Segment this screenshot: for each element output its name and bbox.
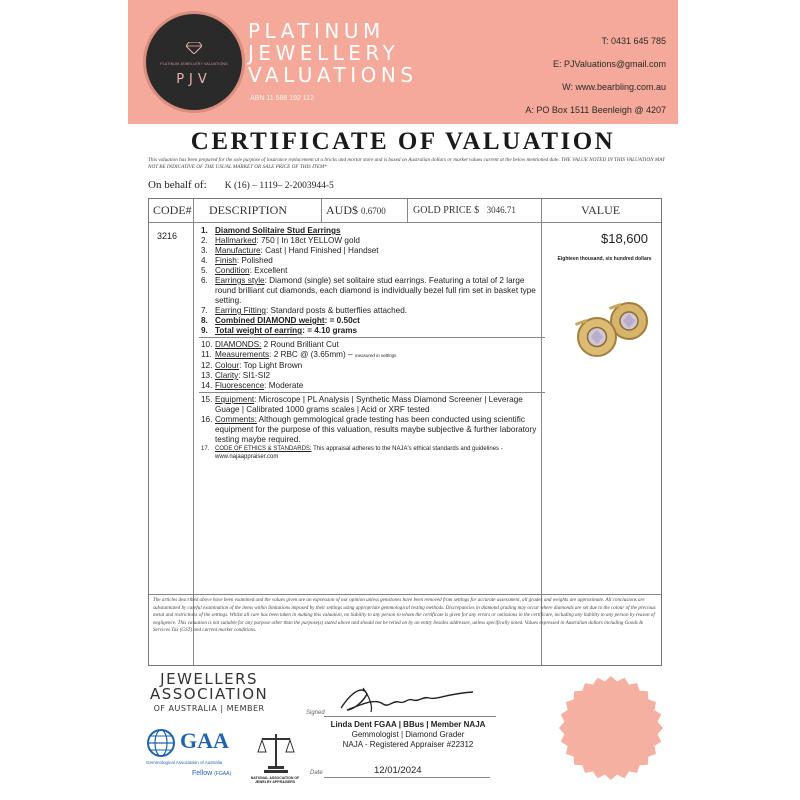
item-detail: Although gemmological grade testing has been conducted using scientific equipment for the purpose of this valuation, results maybe subjective & further laboratory testing maybe required. — [215, 415, 537, 444]
signed-label: Signed — [306, 710, 325, 716]
valuation-table — [148, 198, 662, 666]
gold-header — [413, 205, 516, 216]
item-detail: : Diamond (single) set solitaire stud earrings. Featuring a total of 2 large round brilliant cut diamonds, each diamond is individually bezel full rim set in basket type setting. — [215, 276, 536, 305]
intro-text: This valuation has been prepared for the sole purpose of insurance replacement at a bricks and mortar store and is based on Australian dollars or market values current at the below mentioned date. THE VALUE NOTED IN THIS VALUATION MAY NOT BE INDICATIVE OF THE USUAL MARKET OR SALE PRICE OF THIS ITEM* — [148, 157, 665, 170]
item-label: Earring Fitting — [215, 306, 266, 315]
item-detail: : Cast | Hand Finished | Handset — [260, 246, 379, 255]
item-text — [215, 350, 541, 361]
brand-line: JEWELLERY — [248, 41, 400, 65]
column-divider — [407, 199, 408, 223]
on-behalf-of — [148, 179, 334, 191]
item-number: 16. — [201, 415, 213, 424]
gaa-subtext: Gemmological Association of Australia — [146, 760, 223, 765]
item-text — [215, 415, 541, 445]
description-item — [201, 415, 541, 445]
item-text — [215, 266, 541, 276]
description-item — [201, 236, 541, 246]
item-detail: 2 Round Brilliant Cut — [261, 340, 339, 349]
item-text — [215, 306, 541, 316]
item-text — [215, 371, 541, 381]
item-label: Clarity — [215, 371, 239, 380]
gemmologist-title: Gemmologist | Diamond Grader — [351, 730, 465, 739]
item-number: 3. — [201, 246, 208, 255]
item-text — [215, 226, 541, 236]
description-item — [201, 256, 541, 266]
gold-value: 3046.71 — [486, 205, 516, 215]
item-detail: : = 4.10 grams — [302, 326, 358, 335]
email: E: PJValuations@gmail.com — [552, 59, 666, 69]
pjv-logo — [146, 14, 242, 110]
item-text — [215, 445, 541, 461]
brand-name — [248, 20, 418, 86]
item-label: Total weight of earring — [215, 326, 303, 335]
behalf-value: K (16) – 1119– 2-2003944-5 — [224, 181, 334, 191]
gaa-logo — [146, 728, 229, 765]
scales-icon — [256, 730, 296, 774]
header-banner — [128, 0, 678, 124]
gemmologist-registration: NAJA - Registered Appraiser #22312 — [342, 740, 474, 749]
item-text — [215, 381, 541, 391]
header-divider — [149, 222, 661, 223]
behalf-label: On behalf of: — [148, 179, 207, 191]
item-text — [215, 340, 541, 350]
item-detail: : 750 | In 18ct YELLOW gold — [256, 236, 360, 245]
jaa-line1: JEWELLERS — [160, 670, 259, 688]
item-number: 2. — [201, 236, 208, 245]
item-number: 14. — [201, 381, 213, 390]
item-detail: : 2 RBC @ (3.65mm) – — [269, 350, 353, 359]
globe-icon — [146, 728, 176, 758]
item-separator — [199, 392, 545, 393]
item-label: Comments: — [215, 415, 257, 424]
logo-small-text: PLATINUM JEWELLERY VALUATIONS — [160, 62, 228, 66]
description-item — [201, 350, 541, 361]
item-text — [215, 395, 541, 415]
item-number: 10. — [201, 340, 213, 349]
item-value: $18,600 — [601, 231, 648, 246]
item-label: Combined DIAMOND weight — [215, 316, 325, 325]
date-label: Date — [310, 770, 323, 776]
item-detail: : Moderate — [264, 381, 304, 390]
gaa-text: GAA — [180, 728, 229, 753]
item-detail: : = 0.50ct — [324, 316, 360, 325]
diamond-icon — [186, 42, 202, 54]
gold-label: GOLD PRICE $ — [413, 205, 480, 216]
description-item — [201, 445, 541, 461]
item-label: Hallmarked — [215, 236, 257, 245]
gemmologist-name: Linda Dent FGAA | BBus | Member NAJA — [330, 720, 486, 729]
description-item — [201, 246, 541, 256]
item-label: Earrings style — [215, 276, 265, 285]
fellow-text: Fellow — [192, 770, 213, 777]
signature-line — [324, 716, 496, 717]
item-detail: : Microscope | PL Analysis | Synthetic Mass Diamond Screener | Leverage Guage | Calibrated 1000 grams scales | Acid or XRF tested — [215, 395, 523, 414]
disclaimer-text: The articles described above have been examined and the values given are an expression of our opinion unless gemstones have been removed from settings for accurate assessment, all grades and weights are approximate. All conclusions are substantiated by careful examination of the items within limitations imposed by their settings using appropriate gemmological testing methods. Discrepancies in diamond grading may occur where diamonds are set due to the colour of the precious metal and restrictions of the settings. Whilst all care has been taken in making this valuation, no liability to any person to whom the certificate is given for any errors or omissions in the certificate, including any liability to any person by reason of negligence. This valuation is not suitable for any purpose other than the purpose(s) stated above and should not be relied on by an entity besides addressee, unless specifically noted. Values expressed in Australian dollars including Goods & Services Tax (GST) and current market conditions. — [153, 597, 656, 633]
jaa-line3: OF AUSTRALIA | MEMBER — [153, 704, 265, 713]
item-number: 7. — [201, 306, 208, 315]
website: W: www.bearbling.com.au — [562, 82, 666, 92]
item-detail: : Polished — [236, 256, 273, 265]
item-text — [215, 256, 541, 266]
item-label: Colour — [215, 361, 240, 370]
description-header: DESCRIPTION — [209, 203, 288, 217]
item-label: Fluorescence — [215, 381, 265, 390]
signature — [333, 680, 483, 716]
phone: T: 0431 645 785 — [601, 36, 666, 46]
brand-line: PLATINUM — [248, 19, 385, 43]
item-number: 4. — [201, 256, 208, 265]
fellow-label — [192, 770, 231, 777]
earrings-photo — [569, 299, 655, 359]
item-note: measured in settings — [354, 353, 397, 358]
value-header: VALUE — [581, 203, 621, 217]
item-number: 15. — [201, 395, 213, 404]
item-label: Condition — [215, 266, 250, 275]
item-label: Diamond Solitaire Stud Earrings — [215, 226, 341, 235]
item-description-list — [201, 226, 541, 461]
logo-text: PJV — [176, 72, 212, 87]
date-value: 12/01/2024 — [374, 765, 422, 776]
item-detail: This appraisal adheres to the NAJA's ethical standards and guidelines - www.najaappraiser.com — [215, 446, 503, 460]
jaa-logo — [150, 672, 268, 713]
certificate-page — [128, 0, 678, 800]
description-item — [201, 316, 541, 326]
column-divider — [193, 199, 194, 665]
column-divider — [321, 199, 322, 223]
item-text — [215, 326, 541, 336]
gemmologist-details — [328, 720, 488, 750]
item-number: 5. — [201, 266, 208, 275]
table-bottom-divider — [149, 594, 661, 595]
description-item — [201, 266, 541, 276]
item-number: 17. — [201, 446, 210, 452]
item-number: 11. — [201, 350, 212, 359]
item-label: DIAMONDS: — [215, 340, 262, 349]
description-item — [201, 226, 541, 236]
item-number: 1. — [201, 226, 208, 235]
value-in-words: Eighteen thousand, six hundred dollars — [557, 256, 652, 262]
aud-header — [326, 203, 386, 218]
description-item — [201, 361, 541, 371]
item-label: Finish — [215, 256, 237, 265]
naja-text: NATIONAL ASSOCIATION OF JEWELRY APPRAISERS — [250, 776, 300, 784]
item-detail: : Top Light Brown — [239, 361, 303, 370]
abn-number: ABN 11 588 192 112 — [250, 95, 314, 102]
address: A: PO Box 1511 Beenleigh @ 4207 — [525, 105, 666, 115]
seal-stamp-icon — [559, 676, 663, 780]
item-text — [215, 246, 541, 256]
description-item — [201, 326, 541, 336]
description-item — [201, 340, 541, 350]
fellow-sub: (FGAA) — [214, 771, 232, 777]
item-text — [215, 316, 541, 326]
item-number: 13. — [201, 371, 213, 380]
item-label: Equipment — [215, 395, 255, 404]
aud-value: 0.6700 — [361, 206, 386, 216]
item-detail: : Standard posts & butterflies attached. — [265, 306, 408, 315]
description-item — [201, 395, 541, 415]
item-label: Measurements — [215, 350, 270, 359]
item-detail: : SI1-SI2 — [238, 371, 271, 380]
page-title: CERTIFICATE OF VALUATION — [190, 128, 616, 155]
item-number: 8. — [201, 316, 208, 325]
item-separator — [199, 337, 545, 338]
description-item — [201, 371, 541, 381]
code-header: CODE# — [153, 203, 192, 217]
item-code: 3216 — [157, 231, 178, 241]
item-detail: : Excellent — [249, 266, 288, 275]
item-text — [215, 276, 541, 306]
jaa-line2: ASSOCIATION — [150, 685, 269, 703]
item-number: 12. — [201, 361, 213, 370]
aud-label: AUD$ — [326, 203, 358, 217]
description-item — [201, 276, 541, 306]
item-number: 9. — [201, 326, 208, 335]
item-label: Manufacture — [215, 246, 261, 255]
item-label: CODE OF ETHICS & STANDARDS: — [215, 446, 312, 452]
column-divider — [541, 199, 542, 665]
item-text — [215, 236, 541, 246]
contact-block — [525, 30, 666, 122]
description-item — [201, 381, 541, 391]
description-item — [201, 306, 541, 316]
date-line — [324, 777, 490, 778]
brand-line: VALUATIONS — [248, 63, 418, 87]
item-text — [215, 361, 541, 371]
item-number: 6. — [201, 276, 208, 285]
